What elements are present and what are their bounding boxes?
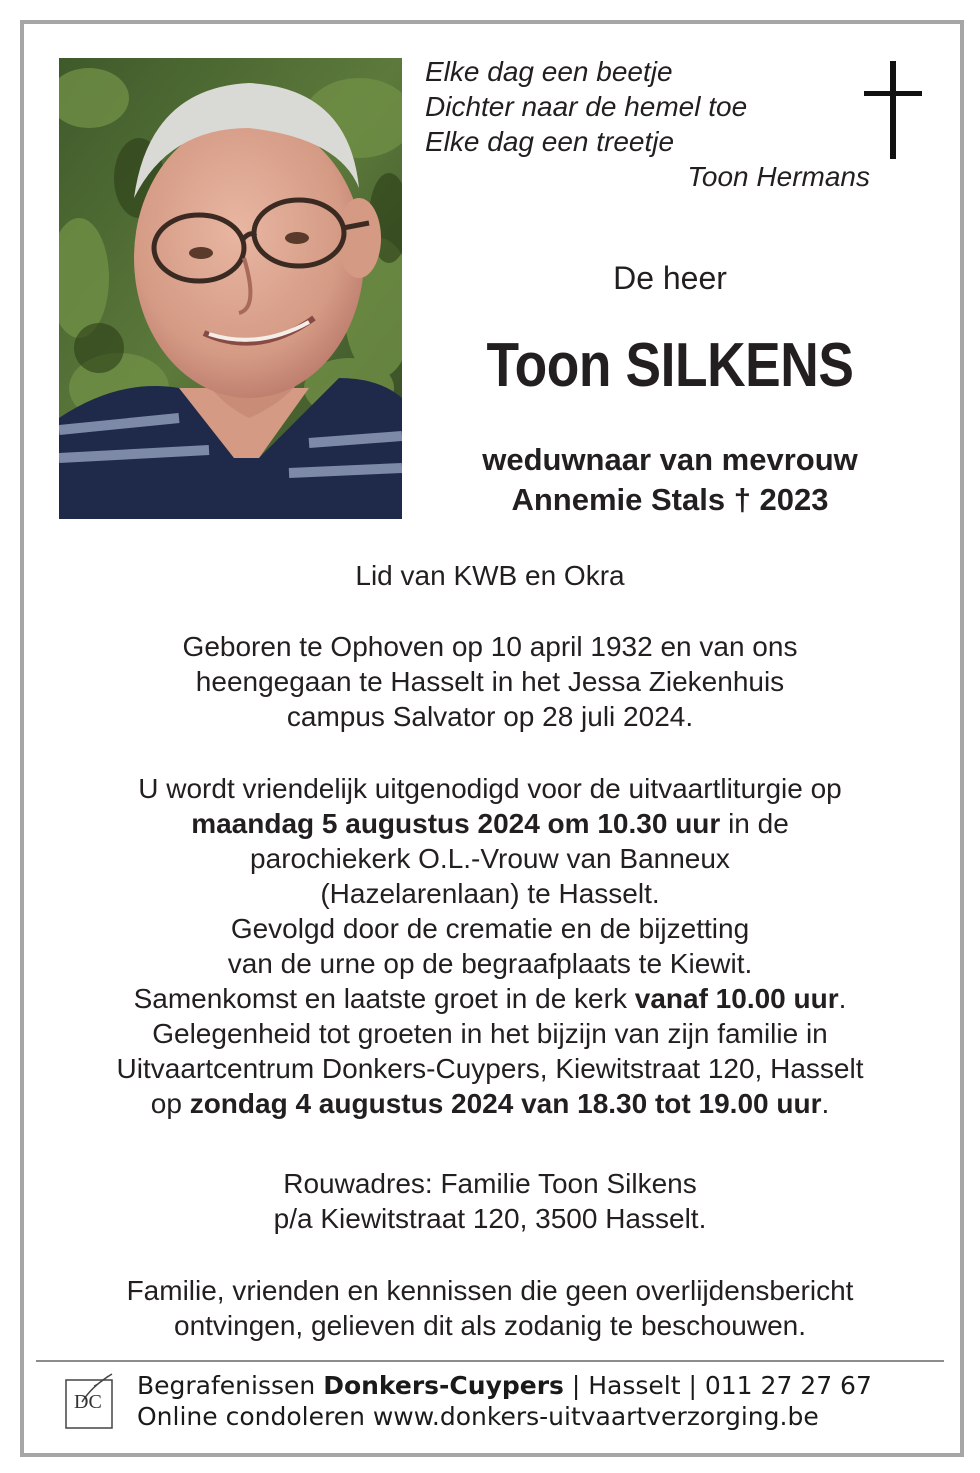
notice [40,1273,940,1343]
poem-line: Dichter naar de hemel toe [425,91,748,122]
visitation-time: zondag 4 augustus 2024 van 18.30 tot 19.00 uur [189,1088,822,1119]
text-line: U wordt vriendelijk uitgenodigd voor de uitvaartliturgie op [138,773,842,804]
text-line: parochiekerk O.L.-Vrouw van Banneux [250,843,730,874]
membership: Lid van KWB en Okra [355,560,625,591]
gathering-time: vanaf 10.00 uur [634,983,839,1014]
text-line: Familie, vrienden en kennissen die geen overlijdensbericht [126,1275,854,1306]
text-line: Rouwadres: Familie Toon Silkens [283,1168,697,1199]
funeral-home-name: Donkers-Cuypers [323,1371,564,1400]
footer-divider [36,1360,944,1362]
ceremony-date: maandag 5 augustus 2024 om 10.30 uur [191,808,721,839]
footer-line: Begrafenissen Donkers-Cuypers | Hasselt | 011 27 27 67 [137,1371,872,1400]
text-line: van de urne op de begraafplaats te Kiewit. [227,948,753,979]
poem-line: Elke dag een beetje [425,56,673,87]
funeral-home-logo [62,1372,120,1432]
text-line: ontvingen, gelieven dit als zodanig te beschouwen. [174,1310,806,1341]
text-line: Gevolgd door de crematie en de bijzetting [230,913,750,944]
text-line: campus Salvator op 28 juli 2024. [286,701,694,732]
text-line: Samenkomst en laatste groet in de kerk vanaf 10.00 uur. [133,983,847,1014]
honorific: De heer [613,260,727,296]
cross-icon [864,61,922,159]
text-line: Gelegenheid tot groeten in het bijzijn van zijn familie in [152,1018,828,1049]
text-line: Uitvaartcentrum Donkers-Cuypers, Kiewitstraat 120, Hasselt [116,1053,864,1084]
text-line: heengegaan te Hasselt in het Jessa Ziekenhuis [195,666,785,697]
deceased-name: Toon SILKENS [486,331,854,400]
text-line: Geboren te Ophoven op 10 april 1932 en van ons [182,631,798,662]
mourning-address [40,1166,940,1236]
poem-line: Elke dag een treetje [425,126,675,157]
text-line: maandag 5 augustus 2024 om 10.30 uur in de [191,808,789,839]
svg-text:DC: DC [74,1391,102,1413]
spouse-line: Annemie Stals † 2023 [511,482,829,517]
poem-author: Toon Hermans [687,161,870,192]
spouse-info [430,440,910,520]
footer-line: Online condoleren www.donkers-uitvaartverzorging.be [137,1402,819,1431]
funeral-home-info [137,1370,937,1432]
ceremony-info [40,771,940,1121]
text-line: (Hazelarenlaan) te Hasselt. [320,878,660,909]
poem [425,54,875,194]
spouse-line: weduwnaar van mevrouw [482,442,858,477]
text-line: op zondag 4 augustus 2024 van 18.30 tot 19.00 uur. [150,1088,830,1119]
birth-death-info [40,629,940,734]
text-line: p/a Kiewitstraat 120, 3500 Hasselt. [273,1203,707,1234]
portrait-photo [59,58,402,519]
